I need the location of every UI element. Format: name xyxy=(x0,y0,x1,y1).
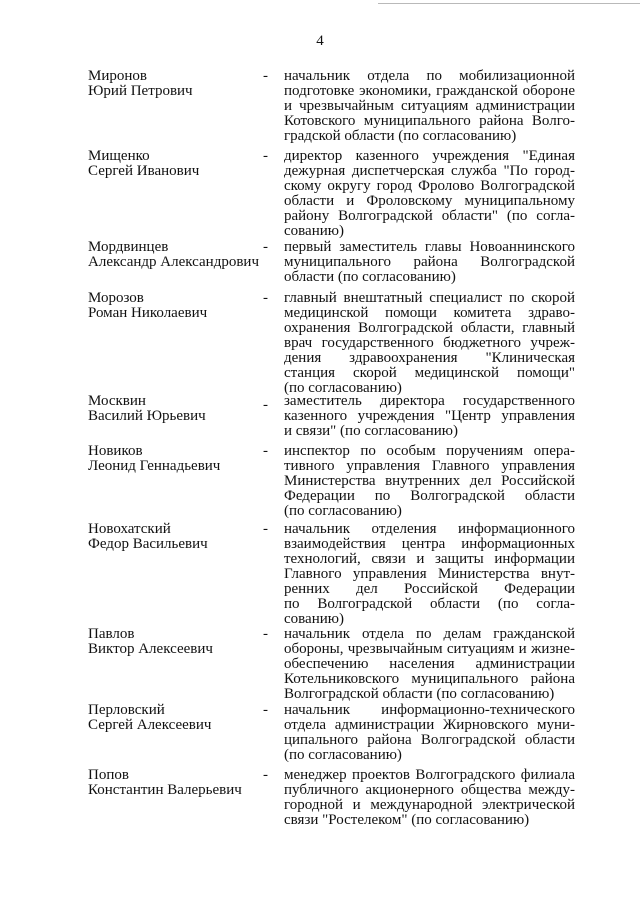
position-line: взаимодействия центра информационных xyxy=(284,536,575,552)
member-name xyxy=(88,444,258,474)
member-name xyxy=(88,149,258,179)
surname: Новиков xyxy=(88,443,143,459)
position-line: технологий, связи и защиты информации xyxy=(284,551,575,567)
given-names: Роман Николаевич xyxy=(88,305,208,321)
dash-separator: - xyxy=(263,397,268,413)
position-line: (по согласованию) xyxy=(284,503,402,519)
member-name xyxy=(88,703,258,733)
position-line: городной и международной электрической xyxy=(284,797,575,813)
position-line: району Волгоградской области" (по согла- xyxy=(284,208,575,224)
given-names: Александр Александрович xyxy=(88,254,259,270)
given-names: Виктор Алексеевич xyxy=(88,641,213,657)
position-line: дения здравоохранения "Клиническая xyxy=(284,350,575,366)
position-line: (по согласованию) xyxy=(284,747,402,763)
position-line: обеспечению населения администрации xyxy=(284,656,575,672)
surname: Попов xyxy=(88,767,129,783)
position-line: начальник отдела по мобилизационной xyxy=(284,68,575,84)
position-line: ципального района Волгоградской области xyxy=(284,732,575,748)
page-number: 4 xyxy=(316,33,324,49)
surname: Мищенко xyxy=(88,148,150,164)
surname: Перловский xyxy=(88,702,165,718)
member-position xyxy=(284,291,575,396)
surname: Новохатский xyxy=(88,521,171,537)
dash-separator: - xyxy=(263,767,268,783)
position-line: сованию) xyxy=(284,223,344,239)
dash-separator: - xyxy=(263,702,268,718)
position-line: обороны, чрезвычайным ситуациям и жизне- xyxy=(284,641,575,657)
position-line: тивного управления Главного управления xyxy=(284,458,575,474)
dash-separator: - xyxy=(263,626,268,642)
position-line: Котовского муниципального района Волго- xyxy=(284,113,575,129)
given-names: Василий Юрьевич xyxy=(88,408,206,424)
position-line: по Волгоградской области (по согла- xyxy=(284,596,575,612)
position-line: главный внештатный специалист по скорой xyxy=(284,290,575,306)
position-line: Волгоградской области (по согласованию) xyxy=(284,686,555,702)
surname: Морозов xyxy=(88,290,144,306)
position-line: директор казенного учреждения "Единая xyxy=(284,148,575,164)
given-names: Сергей Алексеевич xyxy=(88,717,212,733)
position-line: сованию) xyxy=(284,611,344,627)
member-position xyxy=(284,768,575,828)
position-line: ренних дел Российской Федерации xyxy=(284,581,575,597)
position-line: Главного управления Министерства внут- xyxy=(284,566,575,582)
position-line: Котельниковского муниципального района xyxy=(284,671,575,687)
dash-separator: - xyxy=(263,239,268,255)
position-line: области (по согласованию) xyxy=(284,269,456,285)
position-line: заместитель директора государственного xyxy=(284,393,575,409)
dash-separator: - xyxy=(263,68,268,84)
member-name xyxy=(88,291,258,321)
given-names: Сергей Иванович xyxy=(88,163,200,179)
member-name xyxy=(88,394,258,424)
position-line: публичного акционерного общества между- xyxy=(284,782,575,798)
member-name xyxy=(88,768,258,798)
member-position xyxy=(284,522,575,627)
member-position xyxy=(284,627,575,702)
position-line: области и Фроловскому муниципальному xyxy=(284,193,575,209)
position-line: начальник отдела по делам гражданской xyxy=(284,626,575,642)
position-line: и чрезвычайным ситуациям администрации xyxy=(284,98,575,114)
surname: Павлов xyxy=(88,626,135,642)
given-names: Леонид Геннадьевич xyxy=(88,458,221,474)
surname: Москвин xyxy=(88,393,146,409)
position-line: начальник информационно-технического xyxy=(284,702,575,718)
member-position xyxy=(284,394,575,439)
position-line: связи "Ростелеком" (по согласованию) xyxy=(284,812,530,828)
position-line: градской области (по согласованию) xyxy=(284,128,517,144)
dash-separator: - xyxy=(263,290,268,306)
position-line: отдела администрации Жирновского муни- xyxy=(284,717,575,733)
member-position xyxy=(284,149,575,239)
position-line: дежурная диспетчерская служба "По город- xyxy=(284,163,575,179)
position-line: инспектор по особым поручениям опера- xyxy=(284,443,575,459)
given-names: Федор Васильевич xyxy=(88,536,208,552)
position-line: Министерства внутренних дел Российской xyxy=(284,473,575,489)
member-name xyxy=(88,522,258,552)
position-line: начальник отделения информационного xyxy=(284,521,575,537)
position-line: медицинской помощи комитета здраво- xyxy=(284,305,575,321)
position-line: врач государственного бюджетного учреж- xyxy=(284,335,575,351)
member-position xyxy=(284,69,575,144)
position-line: первый заместитель главы Новоаннинского xyxy=(284,239,575,255)
member-position xyxy=(284,444,575,519)
member-name xyxy=(88,69,258,99)
dash-separator: - xyxy=(263,443,268,459)
given-names: Юрий Петрович xyxy=(88,83,193,99)
position-line: муниципального района Волгоградской xyxy=(284,254,575,270)
dash-separator: - xyxy=(263,521,268,537)
surname: Мордвинцев xyxy=(88,239,169,255)
position-line: (по согласованию) xyxy=(284,380,402,396)
member-name xyxy=(88,240,258,270)
member-position xyxy=(284,240,575,285)
member-name xyxy=(88,627,258,657)
dash-separator: - xyxy=(263,148,268,164)
position-line: скому округу город Фролово Волгоградской xyxy=(284,178,575,194)
position-line: охранения Волгоградской области, главный xyxy=(284,320,575,336)
member-position xyxy=(284,703,575,763)
given-names: Константин Валерьевич xyxy=(88,782,242,798)
position-line: казенного учреждения "Центр управления xyxy=(284,408,575,424)
position-line: менеджер проектов Волгоградского филиала xyxy=(284,767,575,783)
surname: Миронов xyxy=(88,68,147,84)
position-line: и связи" (по согласованию) xyxy=(284,423,458,439)
position-line: Федерации по Волгоградской области xyxy=(284,488,575,504)
position-line: подготовке экономики, гражданской обороне xyxy=(284,83,575,99)
position-line: станция скорой медицинской помощи" xyxy=(284,365,575,381)
